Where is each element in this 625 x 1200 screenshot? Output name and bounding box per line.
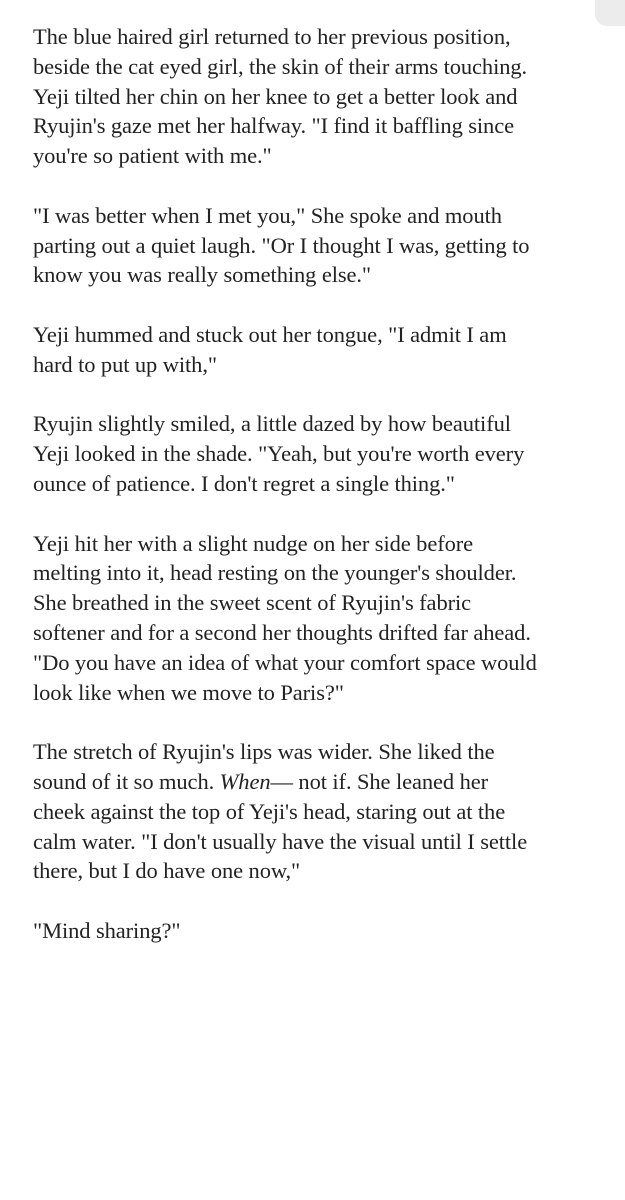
paragraph-6	[33, 737, 603, 886]
text-line: Yeji tilted her chin on her knee to get a better look and	[33, 83, 518, 109]
text-line: parting out a quiet laugh. "Or I thought I was, getting to	[33, 232, 530, 258]
text-line: The stretch of Ryujin's lips was wider. She liked the	[33, 739, 495, 765]
text-line: know you was really something else."	[33, 262, 372, 288]
paragraph-5	[33, 529, 603, 708]
paragraph-3	[33, 320, 603, 380]
text-line: there, but I do have one now,"	[33, 858, 301, 884]
text-line: ounce of patience. I don't regret a single thing."	[33, 470, 455, 496]
text-line: She breathed in the sweet scent of Ryujin's fabric	[33, 590, 472, 616]
paragraph-2	[33, 201, 603, 290]
text-line: The blue haired girl returned to her previous position,	[33, 24, 511, 49]
text-line: hard to put up with,"	[33, 351, 217, 377]
text-line: Ryujin slightly smiled, a little dazed by how beautiful	[33, 411, 511, 437]
text-line: cheek against the top of Yeji's head, staring out at the	[33, 798, 506, 824]
text-line: Yeji hummed and stuck out her tongue, "I admit I am	[33, 321, 507, 347]
text-line: calm water. "I don't usually have the visual until I settle	[33, 828, 528, 854]
text-line: melting into it, head resting on the younger's shoulder.	[33, 560, 517, 586]
text-line: "Do you have an idea of what your comfort space would	[33, 649, 537, 675]
text-segment: — not if. She leaned her	[270, 768, 489, 794]
text-line: softener and for a second her thoughts drifted far ahead.	[33, 619, 531, 645]
text-line: look like when we move to Paris?"	[33, 679, 344, 705]
paragraph-1	[33, 22, 603, 171]
text-line: "Mind sharing?"	[33, 917, 181, 943]
text-segment: sound of it so much.	[33, 768, 220, 794]
emphasis-text: When	[219, 768, 271, 794]
text-line-with-emphasis	[33, 767, 603, 797]
text-line: Yeji looked in the shade. "Yeah, but you're worth every	[33, 441, 525, 467]
paragraph-4	[33, 409, 603, 498]
text-line: Ryujin's gaze met her halfway. "I find it baffling since	[33, 113, 514, 139]
text-line: Yeji hit her with a slight nudge on her side before	[33, 530, 474, 556]
paragraph-7	[33, 916, 603, 946]
text-line: beside the cat eyed girl, the skin of their arms touching.	[33, 53, 528, 79]
text-line: you're so patient with me."	[33, 143, 272, 169]
text-line: "I was better when I met you," She spoke and mouth	[33, 202, 502, 228]
story-text	[33, 22, 603, 976]
